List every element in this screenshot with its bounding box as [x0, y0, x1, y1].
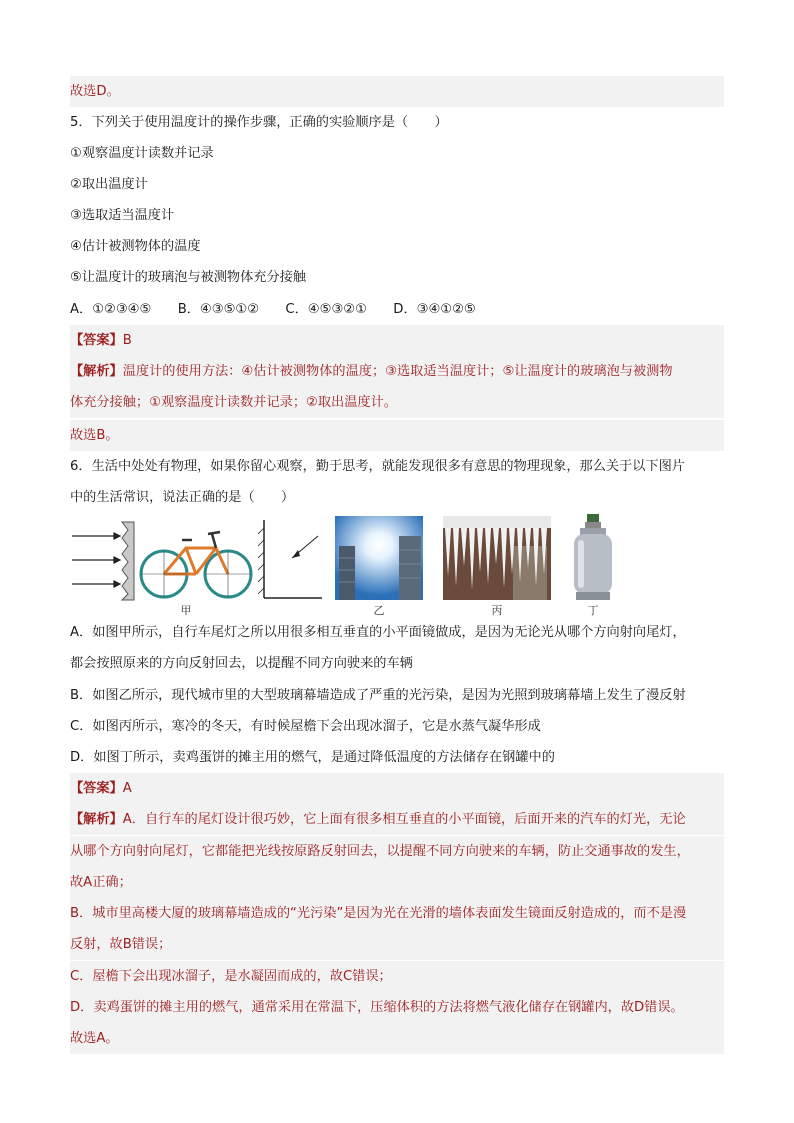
analysis-text: 温度计的使用方法：④估计被测物体的温度；③选取适当温度计；⑤让温度计的玻璃泡与被测物: [122, 364, 673, 379]
q6-analysis-line-2: 从哪个方向射向尾灯，它都能把光线按原路反射回去，以提醒不同方向驶来的车辆，防止交通事故的发生，: [70, 836, 724, 867]
answer-tag: 【答案】: [70, 333, 123, 348]
answer-value: A: [122, 781, 132, 796]
q5-stem: 5．下列关于使用温度计的操作步骤，正确的实验顺序是（ ）: [70, 115, 448, 130]
q6-conclusion: 故选A。: [70, 1023, 724, 1054]
q6-analysis-line-1: [70, 804, 724, 835]
q6-analysis-line-3: 故A正确；: [70, 867, 724, 898]
caption-yi: 乙: [373, 604, 385, 617]
q6-option-a-1: A．如图甲所示，自行车尾灯之所以用很多相互垂直的小平面镜做成，是因为无论光从哪个方向射向尾灯，: [70, 625, 686, 640]
q4-conclusion: 故选D。: [70, 76, 724, 107]
q5-analysis-line-2: 体充分接触；①观察温度计读数并记录；②取出温度计。: [70, 387, 724, 418]
q6-option-a-2: 都会按照原来的方向反射回去，以提醒不同方向驶来的车辆: [70, 656, 413, 671]
q5-step-1: ①观察温度计读数并记录: [70, 146, 214, 161]
q6-option-c: C．如图丙所示，寒冷的冬天，有时候屋檐下会出现冰溜子，它是水蒸气凝华形成: [70, 719, 541, 734]
q5-answer: [70, 325, 724, 356]
q6-stem-1: 6．生活中处处有物理，如果你留心观察，勤于思考，就能发现很多有意思的物理现象，那么关于以下图片: [70, 459, 686, 474]
mirror-diagram-figure: [256, 518, 326, 604]
q6-option-b: B．如图乙所示，现代城市里的大型玻璃幕墙造成了严重的光污染，是因为光照到玻璃幕墙上发生了漫反射: [70, 688, 686, 703]
q6-analysis-line-5: 反射，故B错误；: [70, 929, 724, 960]
q5-step-3: ③选取适当温度计: [70, 208, 175, 223]
icicles-photo: [443, 516, 551, 600]
glass-curtain-wall-photo: [335, 516, 423, 600]
q5-analysis-line-1: [70, 356, 724, 387]
analysis-tag: 【解析】: [70, 364, 123, 379]
q6-answer: [70, 773, 724, 804]
q6-option-d: D．如图丁所示，卖鸡蛋饼的摊主用的燃气，是通过降低温度的方法储存在钢罐中的: [70, 750, 555, 765]
gas-cylinder-photo: [570, 514, 616, 602]
q6-stem-2: 中的生活常识，说法正确的是（ ）: [70, 490, 295, 505]
analysis-tag: 【解析】: [70, 812, 123, 827]
answer-tag: 【答案】: [70, 781, 123, 796]
q5-step-2: ②取出温度计: [70, 177, 148, 192]
caption-jia: 甲: [180, 604, 192, 617]
q6-analysis-line-4: B．城市里高楼大厦的玻璃幕墙造成的“光污染”是因为光在光滑的墙体表面发生镜面反射造成的，而不是漫: [70, 898, 724, 929]
q5-step-5: ⑤让温度计的玻璃泡与被测物体充分接触: [70, 270, 307, 285]
analysis-text: A．自行车的尾灯设计很巧妙，它上面有很多相互垂直的小平面镜，后面开来的汽车的灯光，无论: [122, 812, 686, 827]
answer-value: B: [122, 333, 132, 348]
q5-conclusion: 故选B。: [70, 420, 724, 451]
q5-step-4: ④估计被测物体的温度: [70, 239, 201, 254]
bicycle-reflector-figure: [70, 514, 280, 604]
caption-bing: 丙: [491, 604, 503, 617]
q6-figures: [70, 514, 630, 617]
caption-ding: 丁: [587, 604, 599, 617]
q6-analysis-line-7: D．卖鸡蛋饼的摊主用的燃气，通常采用在常温下，压缩体积的方法将燃气液化储存在钢罐内，故D错误。: [70, 992, 724, 1023]
q5-options: A．①②③④⑤ B．④③⑤①② C．④⑤③②① D．③④①②⑤: [70, 302, 476, 317]
q6-analysis-line-6: C．屋檐下会出现冰溜子，是水凝固而成的，故C错误；: [70, 961, 724, 992]
